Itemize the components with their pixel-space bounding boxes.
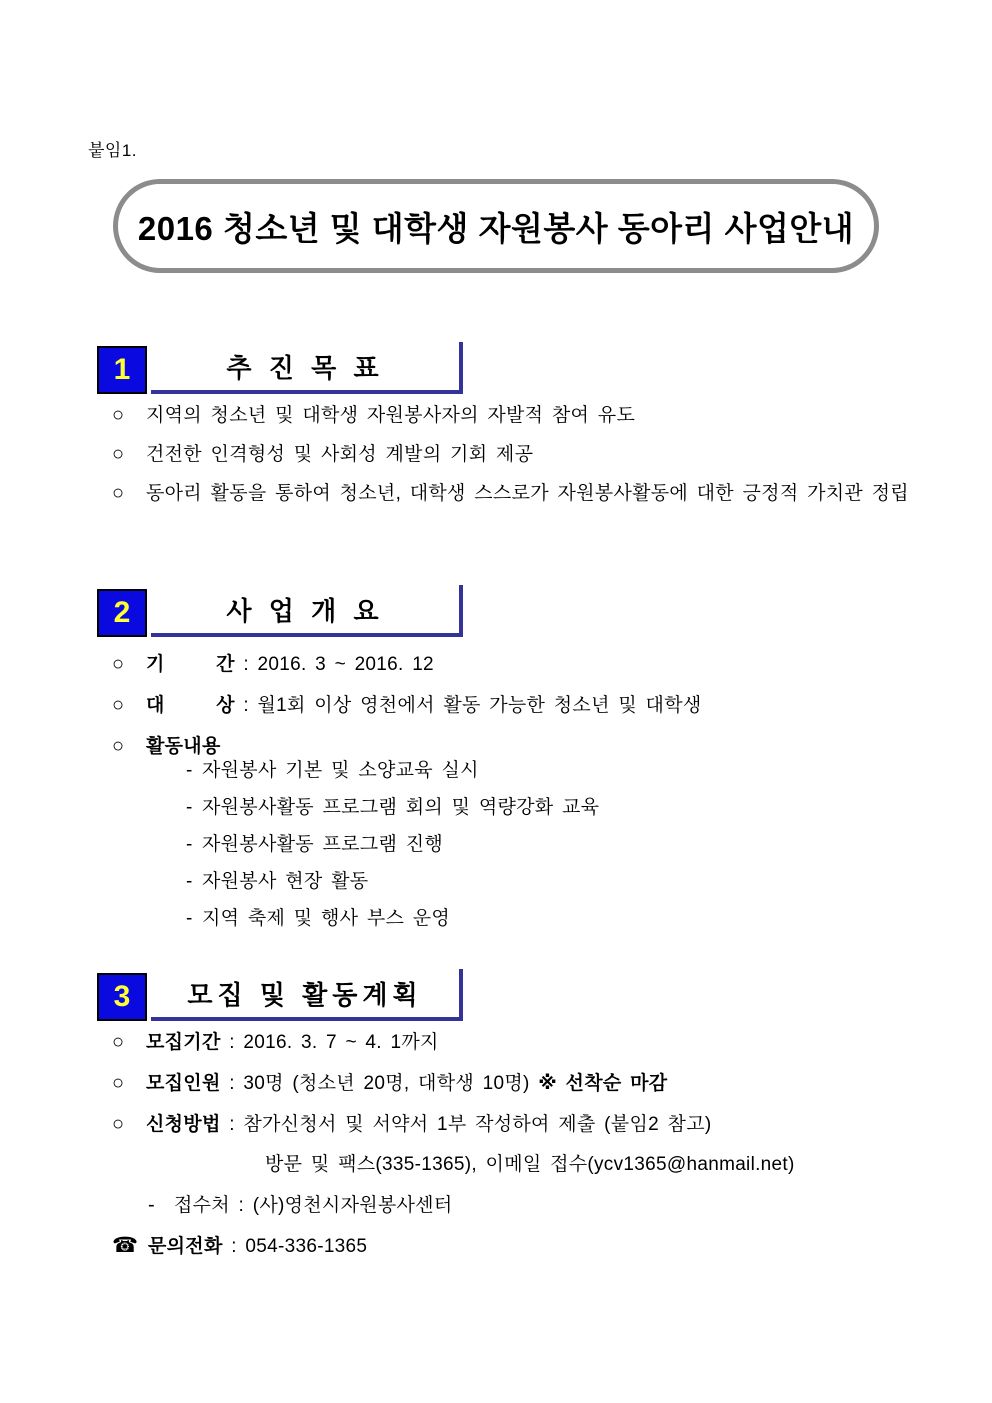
list-item xyxy=(186,900,886,937)
list-item xyxy=(112,685,914,726)
list-item xyxy=(112,435,914,474)
circle-bullet-icon: ○ xyxy=(112,653,125,675)
section-1-number-badge: 1 xyxy=(97,346,147,394)
list-item xyxy=(112,1022,914,1063)
circle-bullet-icon: ○ xyxy=(112,404,125,426)
dash-icon: - xyxy=(186,834,193,855)
receipt-line xyxy=(148,1185,914,1226)
sub-item-text: 자원봉사활동 프로그램 진행 xyxy=(202,834,444,855)
item-label: 모집기간 xyxy=(146,1032,221,1053)
section-1-bullet-list xyxy=(112,396,914,513)
document-title: 2016 청소년 및 대학생 자원봉사 동아리 사업안내 xyxy=(137,209,855,247)
circle-bullet-icon: ○ xyxy=(112,735,125,757)
item-value: : 2016. 3. 7 ~ 4. 1까지 xyxy=(220,1032,439,1053)
list-item xyxy=(112,1104,914,1145)
continuation-line xyxy=(112,1145,914,1185)
list-item xyxy=(186,789,886,826)
item-label: 대 상 xyxy=(146,695,235,716)
sub-item-text: 자원봉사 기본 및 소양교육 실시 xyxy=(202,760,479,781)
bullet-text: 건전한 인격형성 및 사회성 계발의 기회 제공 xyxy=(146,444,534,465)
phone-line xyxy=(112,1226,914,1267)
phone-icon: ☎ xyxy=(112,1234,139,1257)
list-item xyxy=(112,396,914,435)
list-item xyxy=(186,826,886,863)
item-value: : 월1회 이상 영천에서 활동 가능한 청소년 및 대학생 xyxy=(234,695,702,716)
dash-icon: - xyxy=(186,871,193,892)
section-3-title: 모집 및 활동계획 xyxy=(151,969,463,1021)
circle-bullet-icon: ○ xyxy=(112,694,125,716)
section-3-item-list xyxy=(112,1022,914,1267)
receipt-text: 접수처 : (사)영천시자원봉사센터 xyxy=(174,1195,453,1216)
title-box xyxy=(113,179,879,273)
section-1-title: 추 진 목 표 xyxy=(151,342,463,394)
circle-bullet-icon: ○ xyxy=(112,1072,125,1094)
item-label: 활동내용 xyxy=(146,736,221,757)
item-text xyxy=(146,1064,914,1104)
attachment-label: 붙임1. xyxy=(88,141,138,160)
phone-number: : 054-336-1365 xyxy=(222,1236,368,1257)
sub-item-text: 자원봉사 현장 활동 xyxy=(202,871,369,892)
dash-icon: - xyxy=(186,908,193,929)
continuation-text: 방문 및 팩스(335-1365), 이메일 접수(ycv1365@hanmail.net) xyxy=(265,1154,795,1175)
list-item xyxy=(112,474,914,513)
section-3-header xyxy=(97,969,463,1021)
section-1-header xyxy=(97,342,463,394)
bullet-text: 지역의 청소년 및 대학생 자원봉사자의 자발적 참여 유도 xyxy=(146,405,636,426)
section-2-number-badge: 2 xyxy=(97,589,147,637)
item-text xyxy=(146,645,914,685)
circle-bullet-icon: ○ xyxy=(112,482,125,504)
section-3-number-badge: 3 xyxy=(97,973,147,1021)
circle-bullet-icon: ○ xyxy=(112,1113,125,1135)
section-2-sub-list xyxy=(186,752,886,937)
sub-item-text: 지역 축제 및 행사 부스 운영 xyxy=(202,908,451,929)
dash-icon: - xyxy=(148,1194,155,1216)
item-label: 신청방법 xyxy=(146,1114,221,1135)
list-item xyxy=(186,752,886,789)
item-value: : 30명 (청소년 20명, 대학생 10명) xyxy=(220,1073,539,1094)
circle-bullet-icon: ○ xyxy=(112,443,125,465)
list-item xyxy=(112,1063,914,1104)
circle-bullet-icon: ○ xyxy=(112,1031,125,1053)
item-value: : 2016. 3 ~ 2016. 12 xyxy=(234,654,434,675)
list-item xyxy=(186,863,886,900)
dash-icon: - xyxy=(186,797,193,818)
item-value: : 참가신청서 및 서약서 1부 작성하여 제출 (붙임2 참고) xyxy=(220,1114,712,1135)
item-label: 기 간 xyxy=(146,654,235,675)
phone-label: 문의전화 xyxy=(148,1236,223,1257)
section-2-header xyxy=(97,585,463,637)
item-text xyxy=(146,1105,914,1145)
item-text xyxy=(146,686,914,726)
item-label: 모집인원 xyxy=(146,1073,221,1094)
bullet-text: 동아리 활동을 통하여 청소년, 대학생 스스로가 자원봉사활동에 대한 긍정적 가치관 정립 xyxy=(146,483,909,504)
section-2-title: 사 업 개 요 xyxy=(151,585,463,637)
sub-item-text: 자원봉사활동 프로그램 회의 및 역량강화 교육 xyxy=(202,797,600,818)
item-note: ※ 선착순 마감 xyxy=(538,1073,668,1094)
section-2-item-list xyxy=(112,644,914,767)
item-text xyxy=(146,1023,914,1063)
list-item xyxy=(112,644,914,685)
phone-text xyxy=(148,1227,914,1267)
dash-icon: - xyxy=(186,760,193,781)
